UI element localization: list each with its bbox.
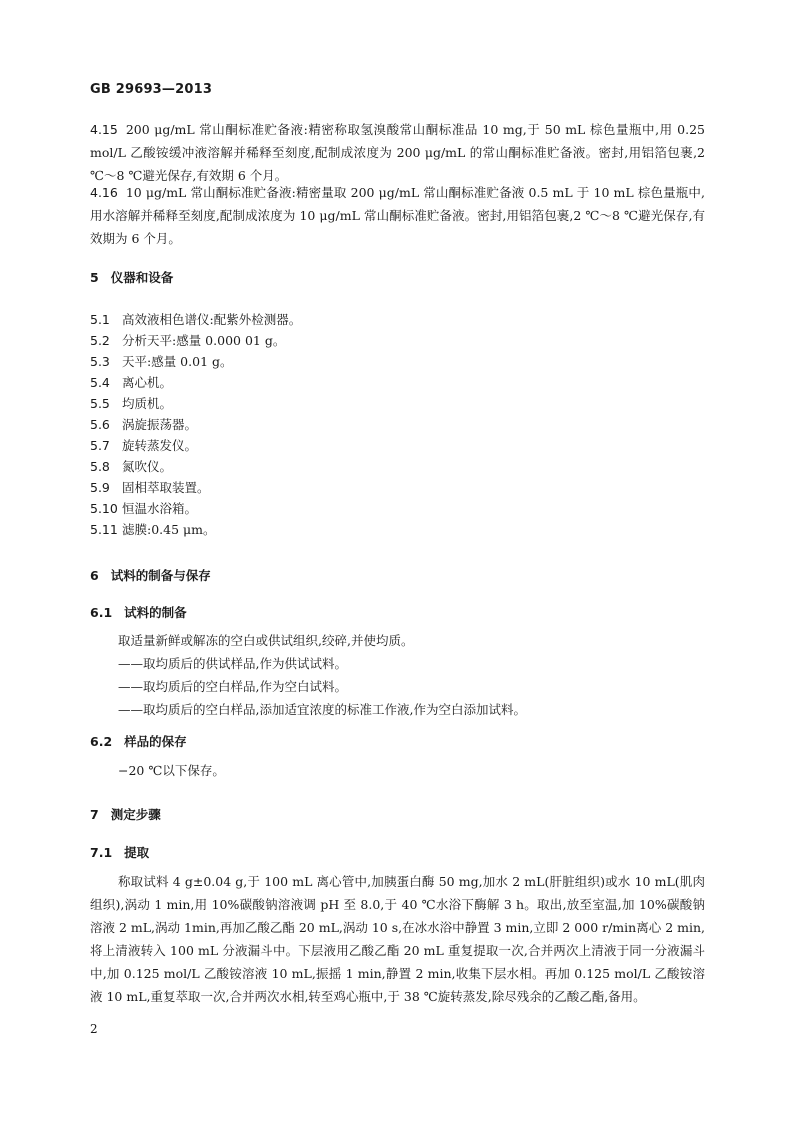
- section-number: 6: [90, 568, 99, 583]
- list-item: [90, 351, 233, 372]
- item-number: 5.11: [90, 522, 118, 537]
- section-heading-6: [90, 566, 211, 584]
- clause-number: 4.15: [90, 122, 118, 137]
- list-item: [90, 498, 197, 519]
- dash-item: ——取均质后的供试样品,作为供试试料。: [118, 656, 347, 671]
- dash-item: ——取均质后的空白样品,作为空白试料。: [118, 679, 347, 694]
- subsection-title: 试料的制备: [124, 605, 187, 620]
- dash-item: ——取均质后的空白样品,添加适宜浓度的标准工作液,作为空白添加试料。: [118, 702, 526, 717]
- item-number: 5.7: [90, 438, 110, 453]
- item-number: 5.6: [90, 417, 110, 432]
- item-number: 5.1: [90, 312, 110, 327]
- paragraph-intro: 取适量新鲜或解冻的空白或供试组织,绞碎,并使均质。: [118, 633, 414, 648]
- list-item: [90, 372, 172, 393]
- subsection-heading-6-1: [90, 603, 187, 621]
- list-item: [90, 519, 216, 540]
- list-item: [90, 330, 285, 351]
- section-title: 仪器和设备: [110, 270, 174, 285]
- subsection-heading-7-1: [90, 843, 149, 861]
- list-item: [90, 309, 301, 330]
- item-text: 涡旋振荡器。: [122, 417, 198, 432]
- subsection-title: 提取: [124, 845, 150, 860]
- section-heading-5: [90, 268, 173, 286]
- item-number: 5.9: [90, 480, 110, 495]
- subsection-number: 7.1: [90, 845, 113, 860]
- item-text: 均质机。: [122, 396, 173, 411]
- section-heading-7: [90, 805, 161, 823]
- paragraph-extraction: 称取试料 4 g±0.04 g,于 100 mL 离心管中,加胰蛋白酶 50 mg,加水 2 mL(肝脏组织)或水 10 mL(肌肉组织),涡动 1 min,用 10%碳酸钠溶液调 pH 至 8.0,于 40 ℃水浴下酶解 3 h。取出,放至室温,加 10%碳酸钠溶液 2 mL,涡动 1min,再加乙酸乙酯 20 mL,涡动 10 s,在冰水浴中静置 3 min,立即 2 000 r/min离心 2 min,将上清液转入 100 mL 分液漏斗中。下层液用乙酸乙酯 20 mL 重复提取一次,合并两次上清液于同一分液漏斗中,加 0.125 mol/L 乙酸铵溶液 10 mL,振摇 1 min,静置 2 min,收集下层水相。再加 0.125 mol/L 乙酸铵溶液 10 mL,重复萃取一次,合并两次水相,转至鸡心瓶中,于 38 ℃旋转蒸发,除尽残余的乙酸乙酯,备用。: [90, 874, 705, 1004]
- list-item: [90, 435, 197, 456]
- section-number: 5: [90, 270, 99, 285]
- item-text: 固相萃取装置。: [122, 480, 210, 495]
- paragraph-4-15: [90, 118, 705, 187]
- paragraph-4-16: [90, 181, 705, 250]
- item-number: 5.10: [90, 501, 118, 516]
- item-text: 高效液相色谱仪:配紫外检测器。: [122, 312, 302, 327]
- item-number: 5.8: [90, 459, 110, 474]
- list-item: [90, 477, 210, 498]
- item-text: 旋转蒸发仪。: [122, 438, 198, 453]
- clause-number: 4.16: [90, 185, 118, 200]
- section-title: 试料的制备与保存: [110, 568, 211, 583]
- item-text: 分析天平:感量 0.000 01 g。: [122, 333, 286, 348]
- item-text: 氮吹仪。: [122, 459, 173, 474]
- item-text: 天平:感量 0.01 g。: [122, 354, 233, 369]
- list-item: [90, 456, 172, 477]
- paragraph-storage: −20 ℃以下保存。: [118, 763, 225, 778]
- list-item: [90, 393, 172, 414]
- subsection-number: 6.2: [90, 734, 113, 749]
- section-number: 7: [90, 807, 99, 822]
- item-number: 5.3: [90, 354, 110, 369]
- subsection-heading-6-2: [90, 732, 187, 750]
- subsection-title: 样品的保存: [124, 734, 187, 749]
- item-text: 离心机。: [122, 375, 173, 390]
- item-number: 5.5: [90, 396, 110, 411]
- item-text: 滤膜:0.45 μm。: [122, 522, 216, 537]
- clause-text: 10 μg/mL 常山酮标准贮备液:精密量取 200 μg/mL 常山酮标准贮备液 0.5 mL 于 10 mL 棕色量瓶中,用水溶解并稀释至刻度,配制成浓度为 10 μg/mL 常山酮标准贮备液。密封,用铝箔包裹,2 ℃～8 ℃避光保存,有效期为 6 个月。: [90, 185, 705, 246]
- subsection-number: 6.1: [90, 605, 113, 620]
- item-number: 5.4: [90, 375, 110, 390]
- list-item: [90, 414, 197, 435]
- document-header: GB 29693—2013: [90, 82, 213, 97]
- item-text: 恒温水浴箱。: [122, 501, 198, 516]
- section-title: 测定步骤: [110, 807, 161, 822]
- page-number: 2: [90, 1022, 98, 1036]
- item-number: 5.2: [90, 333, 110, 348]
- clause-text: 200 μg/mL 常山酮标准贮备液:精密称取氢溴酸常山酮标准品 10 mg,于 50 mL 棕色量瓶中,用 0.25 mol/L 乙酸铵缓冲液溶解并稀释至刻度,配制成浓度为 200 μg/mL 的常山酮标准贮备液。密封,用铝箔包裹,2 ℃～8 ℃避光保存,有效期 6 个月。: [90, 122, 705, 183]
